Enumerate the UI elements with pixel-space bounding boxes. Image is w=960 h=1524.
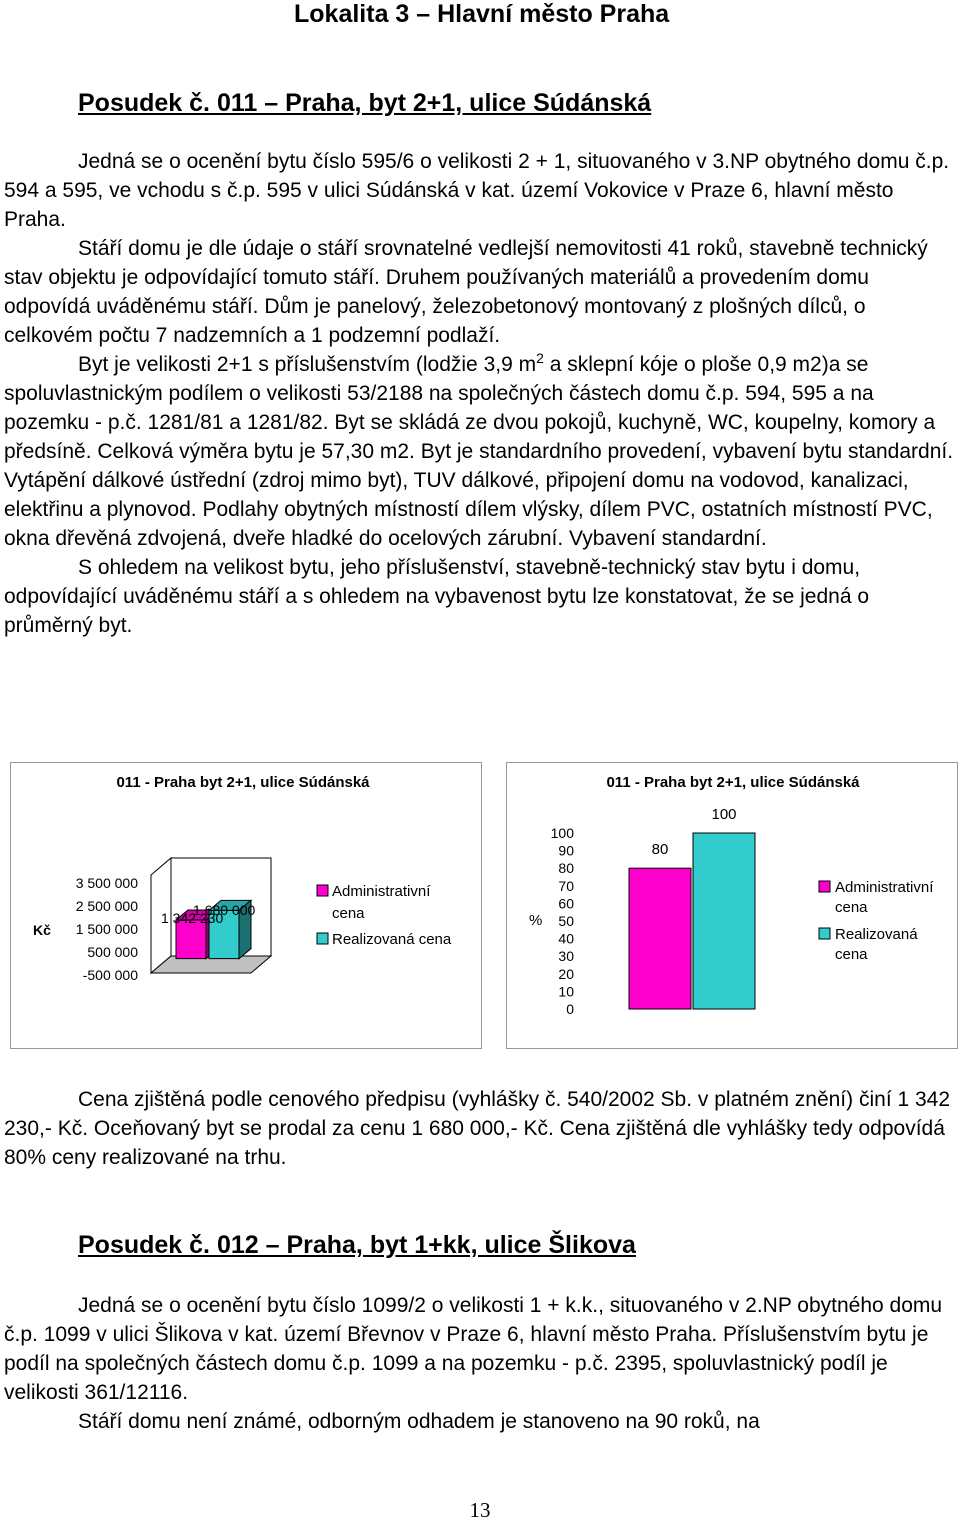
section-011-conclusion bbox=[4, 1085, 956, 1172]
legend-swatch bbox=[819, 881, 830, 892]
legend-swatch bbox=[819, 928, 830, 939]
y-tick-label: 2 500 000 bbox=[75, 898, 138, 914]
paragraph: Jedná se o ocenění bytu číslo 1099/2 o velikosti 1 + k.k., situovaného v 2.NP obytného domu č.p. 1099 v ulici Šlikova v kat. území Břevnov v Praze 6, hlavní město Praha. Příslušenstvím bytu je podíl na společných částech domu č.p. 1099 a na pozemku - p.č. 2395, spoluvlastnický podíl je velikosti 361/12116. bbox=[4, 1294, 943, 1404]
data-label: 1 680 000 bbox=[193, 902, 256, 918]
paragraph-part: Byt je velikosti 2+1 s příslušenstvím (lodžie 3,9 m bbox=[78, 353, 537, 376]
y-tick-label: 70 bbox=[558, 877, 574, 894]
bar bbox=[693, 833, 755, 1009]
chart-title: 011 - Praha byt 2+1, ulice Súdánská bbox=[116, 774, 370, 791]
y-tick-label: 50 bbox=[558, 913, 574, 929]
page-number: 13 bbox=[469, 1498, 491, 1522]
superscript: 2 bbox=[536, 350, 544, 366]
data-label: 1 342 230 bbox=[161, 910, 224, 926]
y-tick-label: 500 000 bbox=[87, 944, 138, 960]
chart-price-kc bbox=[10, 762, 482, 1049]
y-tick-label: 40 bbox=[558, 930, 574, 947]
bar bbox=[629, 868, 691, 1009]
legend-swatch bbox=[317, 885, 328, 896]
legend-label: cena bbox=[332, 905, 365, 922]
section-title-012: Posudek č. 012 – Praha, byt 1+kk, ulice Šlikova bbox=[78, 1231, 636, 1259]
paragraph: Cena zjištěná podle cenového předpisu (vyhlášky č. 540/2002 Sb. v platném znění) činí 1 342 230,- Kč. Oceňovaný byt se prodal za cenu 1 680 000,- Kč. Cena zjištěná dle vyhlášky tedy odpovídá 80% ceny realizované na trhu. bbox=[4, 1088, 951, 1169]
y-tick-label: 30 bbox=[558, 948, 574, 965]
legend-label: cena bbox=[835, 899, 868, 916]
legend-label: Realizovaná cena bbox=[332, 931, 452, 948]
y-tick-label: 60 bbox=[558, 895, 574, 912]
paragraph: Stáří domu není známé, odborným odhadem je stanoveno na 90 roků, na bbox=[78, 1410, 760, 1433]
chart-title: 011 - Praha byt 2+1, ulice Súdánská bbox=[606, 774, 860, 791]
legend-swatch bbox=[317, 933, 328, 944]
paragraph bbox=[4, 350, 956, 553]
y-tick-label: 90 bbox=[558, 842, 574, 859]
paragraph: Stáří domu je dle údaje o stáří srovnatelné vedlejší nemovitosti 41 roků, stavebně technický stav objektu je odpovídající tomuto stáří. Druhem používaných materiálů a provedením domu odpovídá uváděnému stáří. Dům je panelový, železobetonový montovaný z plošných dílců, o celkovém počtu 7 nadzemních a 1 podzemní podlaží. bbox=[4, 237, 928, 347]
legend-label: Administrativní bbox=[835, 879, 934, 896]
section-011-body bbox=[4, 147, 956, 640]
legend-label: Administrativní bbox=[332, 883, 431, 900]
y-axis-label: % bbox=[529, 912, 543, 929]
y-tick-label: 0 bbox=[566, 1001, 574, 1017]
data-label: 100 bbox=[711, 806, 737, 823]
paragraph: S ohledem na velikost bytu, jeho příslušenství, stavebně-technický stav bytu i domu, odpovídající uváděnému stáří a s ohledem na vybavenost bytu lze konstatovat, že se jedná o průměrný byt. bbox=[4, 556, 870, 637]
legend-label: cena bbox=[835, 946, 868, 963]
paragraph: Jedná se o ocenění bytu číslo 595/6 o velikosti 2 + 1, situovaného v 3.NP obytného domu č.p. 594 a 595, ve vchodu s č.p. 595 v ulici Súdánská v kat. území Vokovice v Praze 6, hlavní město Praha. bbox=[4, 150, 950, 231]
y-tick-label: 100 bbox=[550, 825, 574, 841]
page-heading: Lokalita 3 – Hlavní město Praha bbox=[294, 0, 670, 28]
y-tick-label: 1 500 000 bbox=[75, 921, 138, 937]
y-tick-label: -500 000 bbox=[82, 967, 138, 983]
data-label: 80 bbox=[651, 841, 669, 859]
section-title-011: Posudek č. 011 – Praha, byt 2+1, ulice Súdánská bbox=[78, 89, 652, 117]
y-axis-label: Kč bbox=[33, 922, 51, 938]
y-tick-label: 20 bbox=[558, 965, 574, 982]
legend-label: Realizovaná bbox=[835, 926, 918, 943]
chart-percent bbox=[506, 762, 958, 1049]
section-012-body bbox=[4, 1291, 956, 1436]
paragraph-part: a sklepní kóje o ploše 0,9 m2)a se spoluvlastnickým podílem o velikosti 53/2188 na společných částech domu č.p. 594, 595 a na pozemku - p.č. 1281/81 a 1281/82. Byt se skládá ze dvou pokojů, kuchyně, WC, koupelny, komory a předsíně. Celková výměra bytu je 57,30 m2. Byt je standardního provedení, vybavení bytu standardní. Vytápění dálkové ústřední (zdroj mimo byt), TUV dálkové, připojení domu na vodovod, kanalizaci, elektřinu a plynovod. Podlahy obytných místností dílem vlýsky, dílem PVC, ostatních místností PVC, okna dřevěná zdvojená, dveře hladké do ocelových zárubní. Vybavení standardní. bbox=[4, 353, 954, 550]
y-tick-label: 80 bbox=[558, 860, 574, 877]
y-tick-label: 3 500 000 bbox=[75, 875, 138, 891]
y-tick-label: 10 bbox=[558, 983, 574, 1000]
